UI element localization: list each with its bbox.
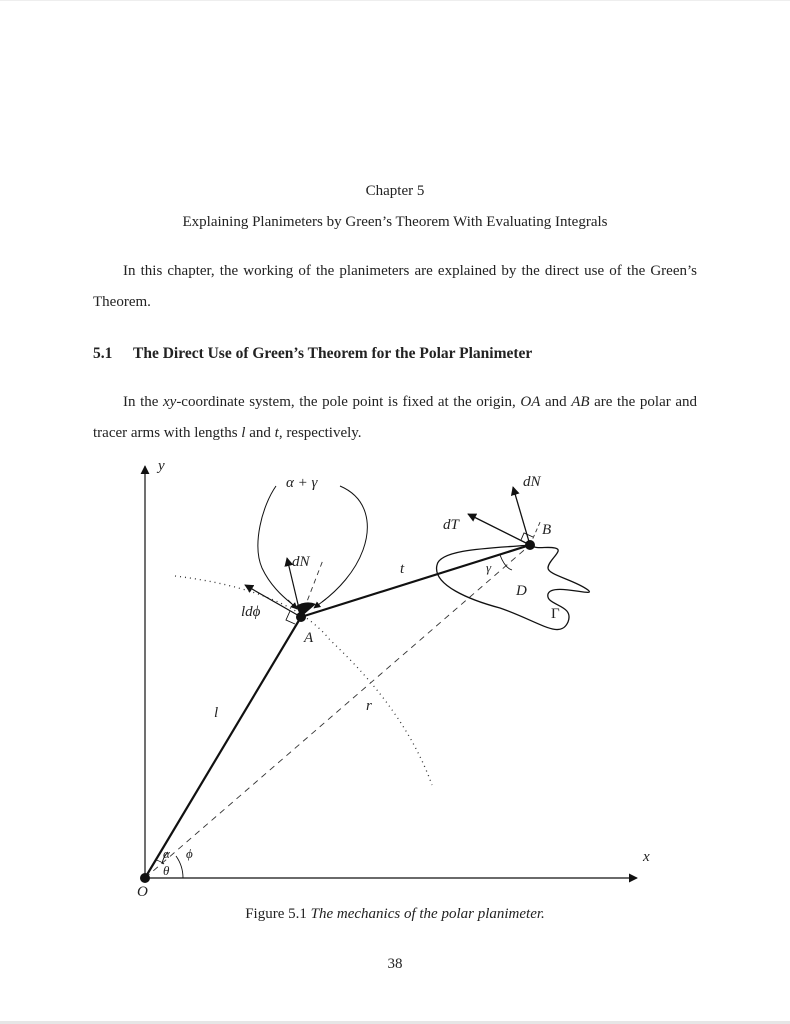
section-title: The Direct Use of Green’s Theorem for the Polar Planimeter: [133, 345, 533, 362]
section-heading: [93, 345, 532, 363]
math-t: t: [274, 425, 279, 441]
phi-label: ϕ: [186, 846, 193, 861]
x-axis-label: x: [643, 849, 650, 865]
body-paragraph: [93, 387, 697, 449]
dn-b-label: dN: [523, 474, 541, 490]
math-xy: xy: [162, 394, 177, 410]
radius-label: r: [366, 698, 372, 714]
l-dphi-label: ldϕ: [241, 604, 261, 620]
intro-paragraph: [93, 256, 697, 318]
alpha-gamma-curve-left: [258, 486, 292, 604]
chapter-label: Chapter 5: [365, 183, 425, 199]
closed-curve-gamma: [437, 545, 590, 630]
alpha-label: α: [163, 846, 170, 861]
caption-prefix: Figure 5.1: [245, 906, 307, 922]
math-l: l: [241, 425, 246, 441]
caption-text: The mechanics of the polar planimeter.: [310, 906, 545, 922]
body-text-6: , respectively.: [278, 425, 362, 441]
theta-arc: [176, 856, 183, 878]
polar-arm-oa: [145, 617, 301, 878]
section-number: 5.1: [93, 345, 113, 362]
math-oa: OA: [520, 394, 541, 410]
alpha-gamma-arrow-right: [314, 599, 326, 608]
origin-label: O: [137, 884, 148, 900]
gamma-angle-arc: [500, 555, 512, 570]
top-divider: [0, 0, 790, 1]
point-a: [296, 612, 306, 622]
figure-caption: [0, 906, 790, 923]
alpha-gamma-arrow-left: [288, 600, 297, 609]
alpha-gamma-label: α + γ: [286, 475, 318, 491]
region-d-label: D: [516, 583, 527, 599]
body-text-1: In the: [123, 394, 163, 410]
chapter-title: Explaining Planimeters by Green’s Theorem With Evaluating Integrals: [182, 214, 608, 230]
body-text-5: and: [245, 425, 275, 441]
math-ab: AB: [571, 394, 590, 410]
curve-gamma-label: Γ: [551, 606, 560, 622]
dn-a-label: dN: [292, 554, 310, 570]
vector-dt: [468, 514, 530, 545]
alpha-gamma-curve-right: [322, 486, 367, 602]
dashed-radius-ob: [145, 545, 530, 878]
point-b: [525, 540, 535, 550]
page-number: 38: [387, 956, 403, 972]
body-text-2: -coordinate system, the pole point is fixed at the origin,: [176, 394, 521, 410]
gamma-label: γ: [486, 560, 492, 575]
polar-planimeter-diagram: [0, 450, 790, 900]
intro-text: In this chapter, the working of the planimeters are explained by the direct use of the Green’s Theorem.: [93, 263, 697, 310]
point-b-label: B: [542, 522, 552, 538]
vector-dn-b: [513, 487, 530, 545]
theta-label: θ: [163, 863, 170, 878]
arm-l-label: l: [214, 705, 219, 721]
y-axis-label: y: [158, 458, 165, 474]
body-text-3: and: [540, 394, 572, 410]
arm-t-label: t: [400, 561, 405, 577]
point-o: [140, 873, 150, 883]
point-a-label: A: [304, 630, 314, 646]
body-text-4: are the polar and tracer arms with lengths: [93, 394, 697, 441]
dt-label: dT: [443, 517, 459, 533]
